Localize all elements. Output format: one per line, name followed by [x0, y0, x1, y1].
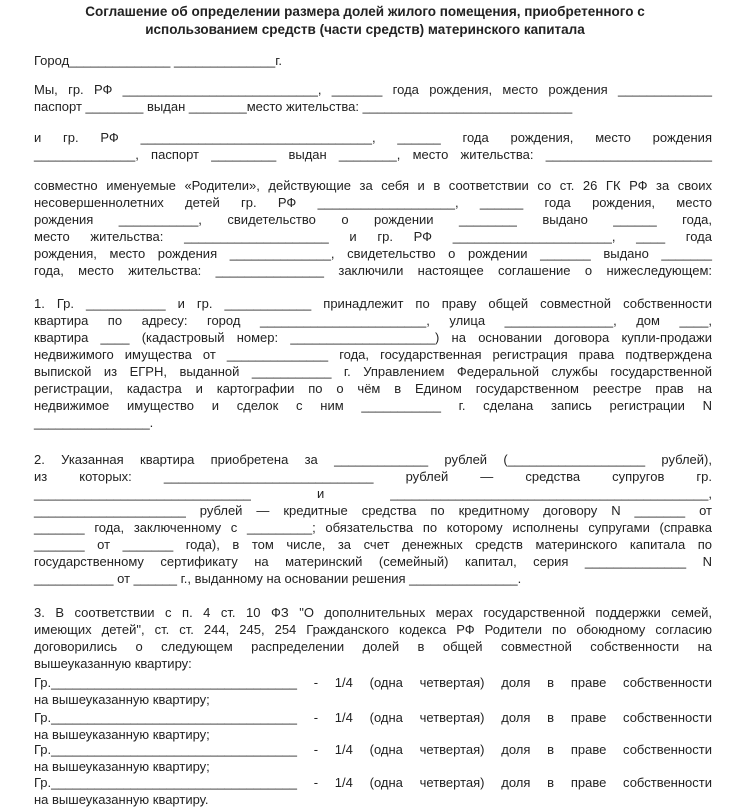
section-2-line: ___________ от ______ г., выданному на основании решения _______________. — [34, 571, 522, 586]
parents-line: года, место жительства: _______________ заключили настоящее соглашение о нижеследующем: — [34, 263, 712, 278]
parents-line: рождения, место рождения ______________, свидетельство о рождении _______ выдано _______ — [34, 246, 712, 261]
section-1-line: выпиской из ЕГРН, выданной ___________ г. Управлением Федеральной службы государственной — [34, 364, 712, 379]
section-3-line: 3. В соответствии с п. 4 ст. 10 ФЗ "О дополнительных мерах государственной поддержки семей, — [34, 605, 712, 620]
share-line-tail: на вышеуказанную квартиру. — [34, 792, 209, 807]
share-line-tail: на вышеуказанную квартиру; — [34, 727, 210, 742]
section-1-line: ________________. — [34, 415, 154, 430]
party-line: Мы, гр. РФ ___________________________, _______ года рождения, место рождения _____________ — [34, 82, 712, 97]
share-line: Гр.__________________________________ - 1/4 (одна четвертая) доля в праве собственности — [34, 675, 712, 690]
parents-line: рождения ___________, свидетельство о рождении ________ выдано ______ года, — [34, 212, 712, 227]
share-line-tail: на вышеуказанную квартиру; — [34, 692, 210, 707]
section-2-line: _____________________ рублей — кредитные средства по кредитному договору N _______ от — [34, 503, 712, 518]
section-2-line: _______ от _______ года), в том числе, за счет денежных средств материнского капитала по — [34, 537, 712, 552]
section-1-line: регистрации, кадастра и картографии по о чём в Едином государственном реестре прав на — [34, 381, 712, 396]
section-1-line: недвижимого имущества от ______________ года, государственная регистрация права подтверждена — [34, 347, 712, 362]
section-3-line: договорились о следующем распределении долей в общей совместной собственности на — [34, 639, 712, 654]
parents-line: совместно именуемые «Родители», действующие за себя и в соответствии со ст. 26 ГК РФ за своих — [34, 178, 712, 193]
section-2-line: государственному сертификату на материнский (семейный) капитал, серия ______________ N — [34, 554, 712, 569]
section-3-line: вышеуказанную квартиру: — [34, 656, 192, 671]
section-1-line: недвижимое имущество и сделок с ним ___________ г. сделана запись регистрации N — [34, 398, 712, 413]
share-line: Гр.__________________________________ - 1/4 (одна четвертая) доля в праве собственности — [34, 742, 712, 757]
share-line-tail: на вышеуказанную квартиру; — [34, 759, 210, 774]
party-line: ______________, паспорт _________ выдан ________, место жительства: _______________________ — [34, 147, 712, 162]
share-line: Гр.__________________________________ - 1/4 (одна четвертая) доля в праве собственности — [34, 710, 712, 725]
city-date-line: Город______________ ______________г. — [34, 53, 282, 68]
section-2-line: из которых: _____________________________ рублей — средства супругов гр. — [34, 469, 712, 484]
party-line: и гр. РФ ________________________________, ______ года рождения, место рождения — [34, 130, 712, 145]
section-2-line: _______ года, заключенному с _________; обязательства по которому исполнены супругами (справка — [34, 520, 712, 535]
section-1-line: квартира ____ (кадастровый номер: ____________________) на основании договора купли-продажи — [34, 330, 712, 345]
document-title-line-2: использованием средств (части средств) материнского капитала — [145, 22, 585, 37]
section-3-line: имеющих детей", ст. ст. 244, 245, 254 Гражданского кодекса РФ Родители по обоюдному согласию — [34, 622, 712, 637]
section-2-line: ______________________________ и ____________________________________________, — [34, 486, 712, 501]
section-2-line: 2. Указанная квартира приобретена за _____________ рублей (___________________ рублей), — [34, 452, 712, 467]
document-title-line-1: Соглашение об определении размера долей жилого помещения, приобретенного с — [85, 4, 645, 19]
parents-line: место жительства: ____________________ и гр. РФ ______________________, ____ года — [34, 229, 712, 244]
party-line: паспорт ________ выдан ________место жительства: _____________________________ — [34, 99, 573, 114]
share-line: Гр.__________________________________ - 1/4 (одна четвертая) доля в праве собственности — [34, 775, 712, 790]
section-1-line: квартира по адресу: город _______________________, улица _______________, дом ____, — [34, 313, 712, 328]
parents-line: несовершеннолетних детей гр. РФ ___________________, ______ года рождения, место — [34, 195, 712, 210]
section-1-line: 1. Гр. ___________ и гр. ____________ принадлежит по праву общей совместной собственности — [34, 296, 712, 311]
